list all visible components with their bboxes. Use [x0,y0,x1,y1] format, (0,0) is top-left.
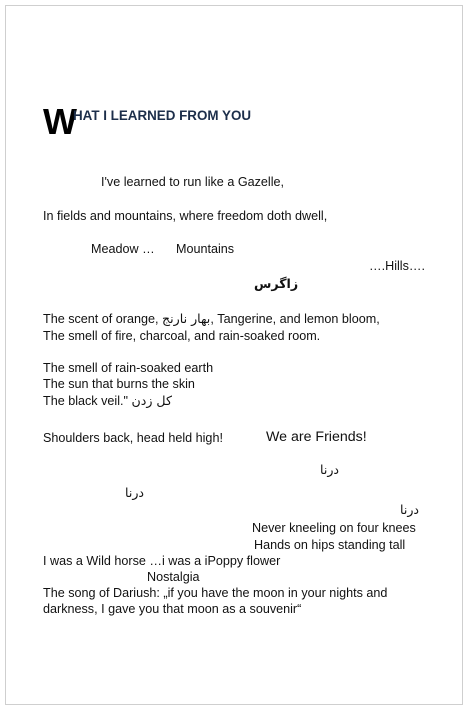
line-kneeling: Never kneeling on four knees [252,521,416,535]
line-wild-horse: I was a Wild horse …i was a iPoppy flower [43,554,281,568]
orange-text-pre: The scent of orange, [43,312,159,326]
line-dariush-2: darkness, I gave you that moon as a souvenir“ [43,602,302,616]
line-dariush-1: The song of Dariush: „if you have the moon in your nights and [43,586,388,600]
line-orange [43,311,380,327]
line-sun: The sun that burns the skin [43,377,195,391]
orange-text-post: , Tangerine, and lemon bloom, [210,312,380,326]
dorna-3: درنا [400,502,420,517]
title-text: HAT I LEARNED FROM YOU [73,108,252,123]
line-hands: Hands on hips standing tall [254,538,406,552]
veil-text: The black veil." [43,394,128,408]
line-mountains: Mountains [176,242,235,256]
line-meadow: Meadow … [91,242,155,256]
line-rain: The smell of rain-soaked earth [43,361,214,375]
dorna-1: درنا [320,462,340,477]
line-shoulders: Shoulders back, head held high! [43,431,223,445]
line-fire: The smell of fire, charcoal, and rain-soaked room. [43,329,321,343]
title-drop-cap: W [43,101,75,142]
line-veil [43,393,172,409]
line-hills: ….Hills…. [369,259,425,273]
line-friends: We are Friends! [266,429,367,445]
veil-farsi: کل زدن [131,393,172,408]
dorna-2: درنا [125,485,145,500]
line-zagros: زاگرس [254,276,299,291]
line-fields: In fields and mountains, where freedom doth dwell, [43,209,328,223]
line-nostalgia: Nostalgia [147,570,200,584]
line-gazelle: I've learned to run like a Gazelle, [101,175,285,189]
orange-farsi: بهار نارنج [162,311,211,326]
